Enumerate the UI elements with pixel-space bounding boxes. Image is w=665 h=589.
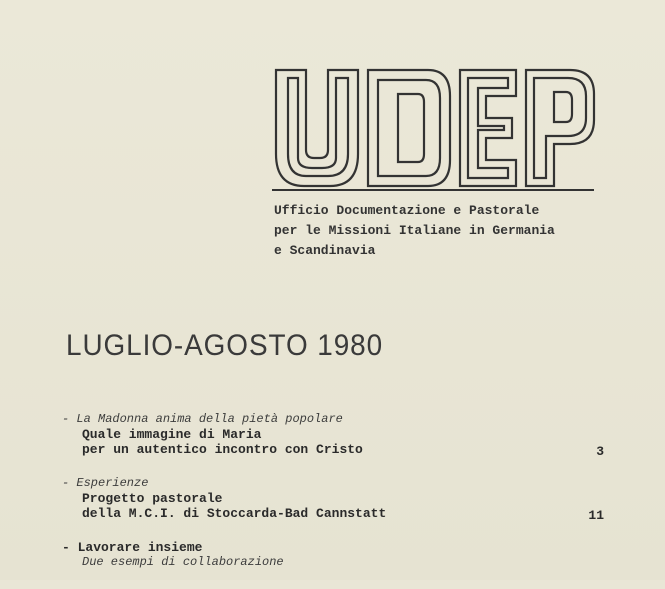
toc-title-line: della M.C.I. di Stoccarda-Bad Cannstatt <box>82 506 387 521</box>
toc-title-line: Quale immagine di Maria <box>82 427 262 442</box>
table-of-contents <box>62 412 622 589</box>
toc-title-line: per un autentico incontro con Cristo <box>82 442 363 457</box>
toc-title-line: Progetto pastorale <box>82 491 223 506</box>
toc-kicker: - Lavorare insieme <box>62 540 203 555</box>
toc-page-number: 11 <box>588 508 604 523</box>
subtitle-line: per le Missioni Italiane in Germania <box>274 223 555 238</box>
toc-kicker: - La Madonna anima della pietà popolare <box>62 412 343 426</box>
issue-title: LUGLIO-AGOSTO 1980 <box>66 329 384 362</box>
toc-entry <box>62 476 622 521</box>
udep-logo-graphic <box>268 62 598 192</box>
toc-page-number: 3 <box>596 444 604 459</box>
toc-entry <box>62 540 622 570</box>
udep-logo <box>268 62 598 192</box>
toc-title-line: Due esempi di collaborazione <box>82 555 284 569</box>
subtitle-line: Ufficio Documentazione e Pastorale <box>274 203 540 218</box>
subtitle-line: e Scandinavia <box>274 243 376 258</box>
toc-entry <box>62 412 622 457</box>
toc-kicker: - Esperienze <box>62 476 149 490</box>
publisher-subtitle <box>274 201 555 261</box>
